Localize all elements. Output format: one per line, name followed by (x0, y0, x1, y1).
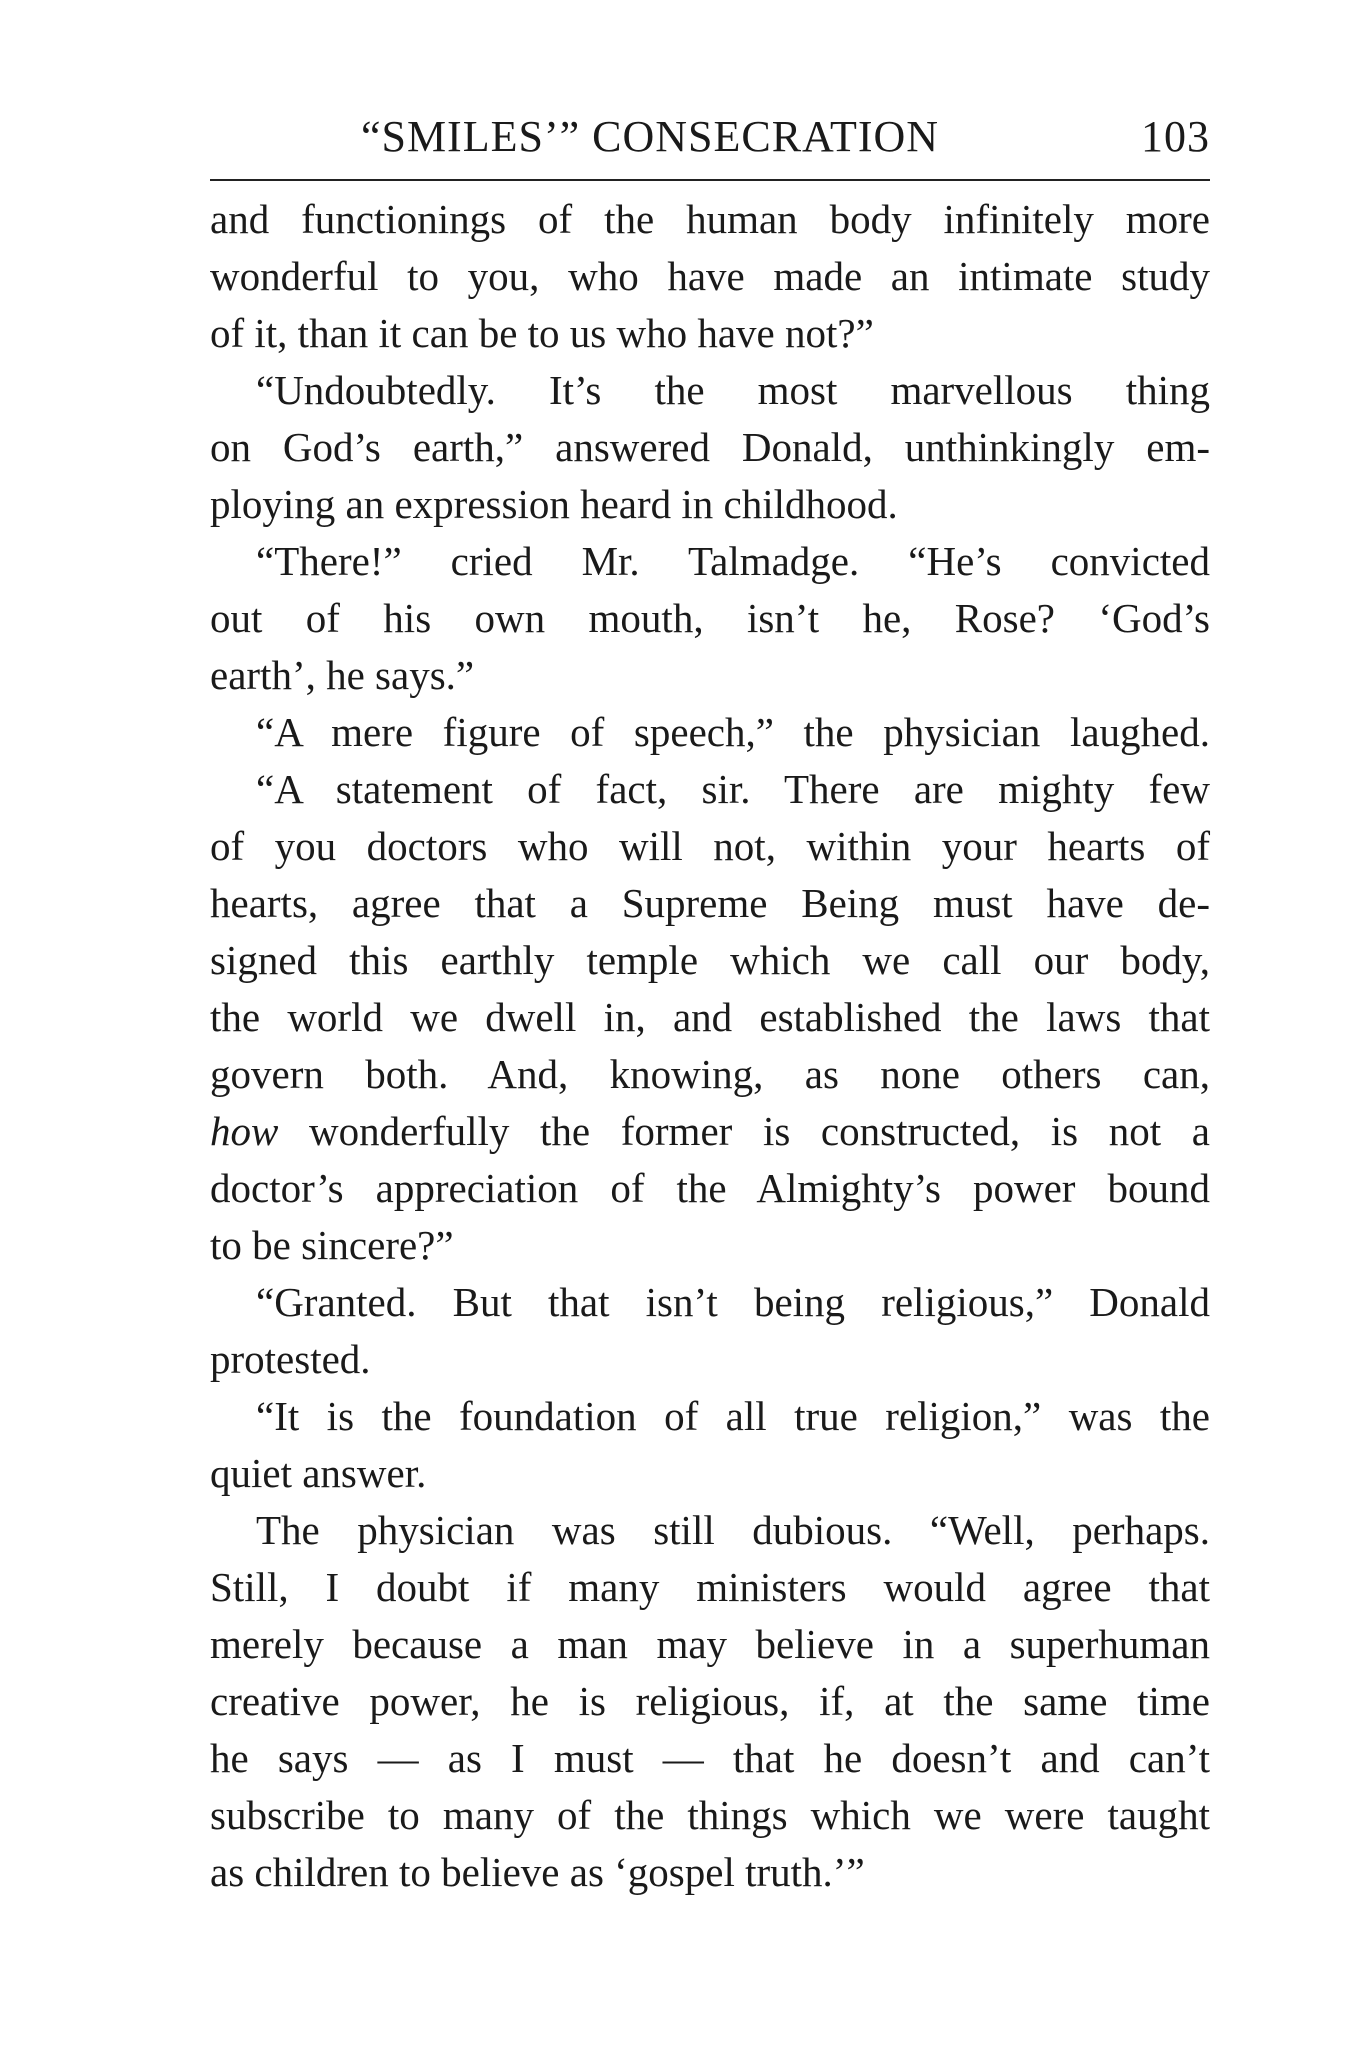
text-line: quiet answer. (210, 1450, 427, 1496)
text-line: on God’s earth,” answered Donald, unthinkingly em- (210, 424, 1210, 470)
text-line: “A statement of fact, sir. There are mighty few (256, 766, 1210, 812)
text-line: the world we dwell in, and established the laws that (210, 994, 1210, 1040)
running-title: “SMILES’” CONSECRATION (360, 112, 940, 161)
paragraph (210, 704, 1210, 761)
paragraph (210, 191, 1210, 362)
text-line: “A mere figure of speech,” the physician laughed. (256, 709, 1210, 755)
text-line: out of his own mouth, isn’t he, Rose? ‘God’s (210, 595, 1210, 641)
paragraph (210, 362, 1210, 533)
paragraph (210, 1388, 1210, 1502)
text-line: “It is the foundation of all true religion,” was the (256, 1393, 1210, 1439)
text-line: subscribe to many of the things which we were taught (210, 1792, 1210, 1838)
text-line: “There!” cried Mr. Talmadge. “He’s convicted (256, 538, 1210, 584)
paragraph (210, 533, 1210, 704)
text-line: creative power, he is religious, if, at the same time (210, 1678, 1210, 1724)
text-line: earth’, he says.” (210, 652, 475, 698)
page-number: 103 (1141, 112, 1210, 161)
text-line: hearts, agree that a Supreme Being must have de- (210, 880, 1210, 926)
text-line: as children to believe as ‘gospel truth.’” (210, 1849, 865, 1895)
paragraph (210, 1274, 1210, 1388)
text-line: The physician was still dubious. “Well, perhaps. (256, 1507, 1210, 1553)
text-line: doctor’s appreciation of the Almighty’s power bound (210, 1165, 1210, 1211)
text-line: and functionings of the human body infinitely more (210, 196, 1210, 242)
text-line: of it, than it can be to us who have not?” (210, 310, 874, 356)
paragraph (210, 1502, 1210, 1901)
text-line: merely because a man may believe in a superhuman (210, 1621, 1210, 1667)
text-line: signed this earthly temple which we call our body, (210, 937, 1210, 983)
text-line: he says — as I must — that he doesn’t and can’t (210, 1735, 1210, 1781)
text-line: to be sincere?” (210, 1222, 454, 1268)
text-line: Still, I doubt if many ministers would agree that (210, 1564, 1210, 1610)
text-line: govern both. And, knowing, as none others can, (210, 1051, 1210, 1097)
italic-word: how (210, 1108, 279, 1154)
text-line: ploying an expression heard in childhood. (210, 481, 898, 527)
text-line: of you doctors who will not, within your hearts of (210, 823, 1210, 869)
book-page (210, 105, 1210, 1901)
text-line: protested. (210, 1336, 371, 1382)
body-text (210, 191, 1210, 1901)
text-line-rest: wonderfully the former is constructed, is not a (309, 1108, 1210, 1154)
text-line: wonderful to you, who have made an intimate study (210, 253, 1210, 299)
paragraph (210, 761, 1210, 1274)
text-line: “Undoubtedly. It’s the most marvellous thing (256, 367, 1210, 413)
text-line (210, 1103, 1210, 1160)
running-head (210, 105, 1210, 165)
text-line: “Granted. But that isn’t being religious,” Donald (256, 1279, 1210, 1325)
header-rule (210, 179, 1210, 181)
